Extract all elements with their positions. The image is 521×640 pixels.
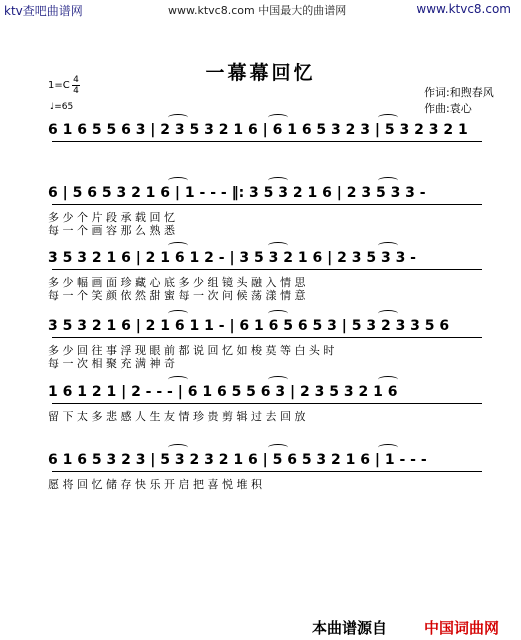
slur-mark [168,242,188,249]
slur-mark [268,376,288,383]
watermark-left: ktv查吧曲谱网 [4,4,83,18]
key-signature: 1=C [48,80,70,91]
slur-mark [378,242,398,249]
tempo-mark: ♩=65 [50,102,74,112]
slur-mark [378,310,398,317]
score-line-notes: 3 5 3 2 1 6 | 2 1 6 1 2 - | 3 5 3 2 1 6 | 2 3 5 3 3 - [48,250,416,266]
lyricist-credit: 作词:和煦春风 [424,86,494,99]
song-title: 一幕幕回忆 [205,62,316,84]
composer-credit: 作曲:袁心 [424,102,472,115]
slur-mark [168,177,188,184]
footer-site-name: 中国词曲网 [424,619,500,637]
score-line-notes: 6 1 6 5 3 2 3 | 5 3 2 3 2 1 6 | 5 6 5 3 2 1 6 | 1 - - - [48,452,427,468]
slur-mark [378,376,398,383]
lyrics-verse-1: 愿 将 回 忆 储 存 快 乐 开 启 把 喜 悦 堆 积 [48,478,262,491]
beam-underline [52,403,482,404]
lyrics-verse-2: 每 一 个 笑 颜 依 然 甜 蜜 每 一 次 问 候 荡 漾 情 意 [48,289,306,302]
time-top: 4 [73,75,79,85]
slur-mark [168,114,188,121]
slur-mark [268,177,288,184]
beam-underline [52,471,482,472]
beam-underline [52,204,482,205]
lyrics-verse-1: 多 少 个 片 段 承 载 回 忆 [48,211,175,224]
slur-mark [168,376,188,383]
lyrics-verse-1: 留 下 太 多 悲 感 人 生 友 情 珍 贵 剪 辑 过 去 回 放 [48,410,306,423]
slur-mark [268,114,288,121]
slur-mark [378,114,398,121]
slur-mark [168,444,188,451]
score-line-notes: 3 5 3 2 1 6 | 2 1 6 1 1 - | 6 1 6 5 6 5 3 | 5 3 2 3 3 5 6 [48,318,450,334]
lyrics-verse-2: 每 一 个 画 容 那 么 熟 悉 [48,224,175,237]
time-bottom: 4 [73,86,79,96]
slur-mark [268,444,288,451]
slur-mark [268,310,288,317]
time-signature [72,75,80,96]
score-line-notes: 1 6 1 2 1 | 2 - - - | 6 1 6 5 5 6 3 | 2 3 5 3 2 1 6 [48,384,398,400]
score-line-notes: 6 1 6 5 5 6 3 | 2 3 5 3 2 1 6 | 6 1 6 5 3 2 3 | 5 3 2 3 2 1 [48,122,468,138]
lyrics-verse-1: 多 少 幅 画 面 珍 藏 心 底 多 少 组 镜 头 融 入 情 思 [48,276,306,289]
beam-underline [52,141,482,142]
slur-mark [168,310,188,317]
slur-mark [378,444,398,451]
watermark-center: www.ktvc8.com 中国最大的曲谱网 [168,4,347,17]
lyrics-verse-1: 多 少 回 往 事 浮 现 眼 前 都 说 回 忆 如 梭 莫 等 白 头 时 [48,344,335,357]
beam-underline [52,269,482,270]
beam-underline [52,337,482,338]
slur-mark [268,242,288,249]
score-line-notes: 6 | 5 6 5 3 2 1 6 | 1 - - - ‖: 3 5 3 2 1 6 | 2 3 5 3 3 - [48,185,426,201]
watermark-right: www.ktvc8.com [416,2,511,16]
slur-mark [378,177,398,184]
lyrics-verse-2: 每 一 次 相 聚 充 满 神 奇 [48,357,175,370]
footer-source-label: 本曲谱源自 [312,619,388,637]
